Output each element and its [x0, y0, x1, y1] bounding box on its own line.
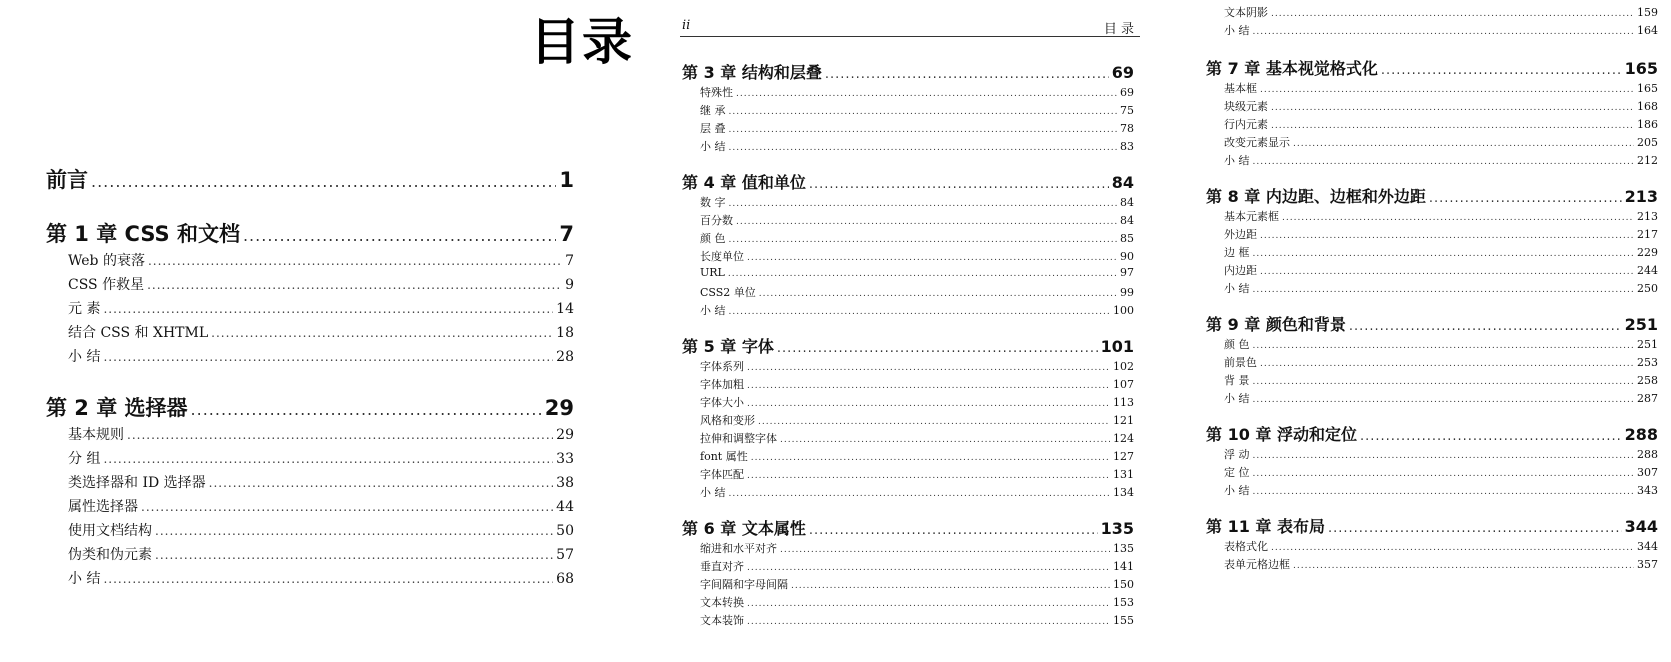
toc-right-column: [1206, 4, 1658, 574]
section-entry[interactable]: [682, 576, 1134, 594]
dot-leader: [729, 235, 1118, 245]
section-entry[interactable]: [682, 120, 1134, 138]
section-entry-label: 长度单位: [700, 250, 744, 263]
dot-leader: [209, 476, 554, 490]
section-entry[interactable]: [1206, 226, 1658, 244]
chapter-entry[interactable]: [682, 60, 1134, 84]
section-entry-label: 字体系列: [700, 360, 744, 373]
section-entry-page-number: 150: [1113, 578, 1134, 591]
toc-middle-column: [682, 60, 1134, 630]
section-entry-page-number: 85: [1120, 232, 1134, 245]
section-entry[interactable]: [46, 544, 574, 568]
section-entry-page-number: 33: [556, 451, 574, 467]
section-entry-label: 背 景: [1224, 374, 1250, 387]
section-entry-page-number: 113: [1113, 396, 1134, 409]
dot-leader: [191, 400, 542, 419]
section-entry-label: 属性选择器: [68, 499, 138, 515]
dot-leader: [825, 67, 1109, 82]
section-entry[interactable]: [682, 594, 1134, 612]
toc-title: 目录: [530, 13, 634, 71]
section-entry-label: CSS2 单位: [700, 286, 756, 299]
dot-leader: [747, 599, 1110, 609]
section-entry[interactable]: [1206, 390, 1658, 408]
chapter-entry[interactable]: [682, 170, 1134, 194]
section-entry-page-number: 288: [1637, 448, 1658, 461]
dot-leader: [747, 563, 1110, 573]
section-entry-label: 改变元素显示: [1224, 136, 1290, 149]
chapter-entry-page-number: 344: [1624, 517, 1658, 536]
section-entry-label: 块级元素: [1224, 100, 1268, 113]
dot-leader: [747, 617, 1110, 627]
dot-leader: [103, 572, 553, 586]
dot-leader: [729, 143, 1118, 153]
section-entry-page-number: 131: [1113, 468, 1134, 481]
section-entry[interactable]: [46, 448, 574, 472]
section-entry[interactable]: [1206, 446, 1658, 464]
section-entry-page-number: 212: [1637, 154, 1658, 167]
dot-leader: [809, 177, 1109, 192]
dot-leader: [729, 125, 1118, 135]
dot-leader: [758, 417, 1110, 427]
section-entry-label: 特殊性: [700, 86, 733, 99]
section-entry-label: 小 结: [1224, 282, 1250, 295]
section-entry[interactable]: [682, 230, 1134, 248]
section-entry[interactable]: [46, 322, 574, 346]
section-entry-label: 小 结: [68, 571, 101, 587]
dot-leader: [243, 226, 556, 245]
section-entry-page-number: 78: [1120, 122, 1134, 135]
dot-leader: [1260, 359, 1634, 369]
section-entry[interactable]: [46, 520, 574, 544]
dot-leader: [1360, 429, 1622, 444]
section-entry-label: 字体大小: [700, 396, 744, 409]
chapter-entry-page-number: 69: [1111, 63, 1134, 82]
section-entry-page-number: 90: [1120, 250, 1134, 263]
section-entry-page-number: 69: [1120, 86, 1134, 99]
chapter-entry-label: 第 8 章 内边距、边框和外边距: [1206, 187, 1426, 206]
section-entry-label: 结合 CSS 和 XHTML: [68, 325, 209, 341]
section-entry[interactable]: [1206, 464, 1658, 482]
section-entry-label: Web 的衰落: [68, 253, 145, 269]
section-entry[interactable]: [682, 448, 1134, 466]
dot-leader: [1253, 469, 1635, 479]
dot-leader: [1253, 249, 1635, 259]
section-entry-page-number: 75: [1120, 104, 1134, 117]
section-entry[interactable]: [682, 284, 1134, 302]
dot-leader: [1253, 395, 1635, 405]
chapter-entry[interactable]: [46, 392, 574, 424]
section-entry-page-number: 159: [1637, 6, 1658, 19]
dot-leader: [1253, 157, 1635, 167]
section-entry-label: 垂直对齐: [700, 560, 744, 573]
dot-leader: [103, 350, 553, 364]
section-entry-label: 小 结: [1224, 392, 1250, 405]
section-entry-page-number: 107: [1113, 378, 1134, 391]
section-entry-page-number: 100: [1113, 304, 1134, 317]
chapter-entry[interactable]: [1206, 56, 1658, 80]
section-entry[interactable]: [46, 346, 574, 370]
section-entry[interactable]: [46, 568, 574, 592]
section-entry-label: 定 位: [1224, 466, 1250, 479]
chapter-entry-page-number: 101: [1100, 337, 1134, 356]
dot-leader: [1253, 487, 1635, 497]
section-entry-page-number: 18: [556, 325, 574, 341]
section-entry-page-number: 68: [556, 571, 574, 587]
dot-leader: [127, 428, 553, 442]
dot-leader: [728, 269, 1117, 279]
section-entry-label: 文本装饰: [700, 614, 744, 627]
chapter-entry-page-number: 213: [1624, 187, 1658, 206]
dot-leader: [780, 545, 1110, 555]
section-entry-label: 字间隔和字母间隔: [700, 578, 788, 591]
section-entry-page-number: 7: [565, 253, 574, 269]
section-entry-page-number: 217: [1637, 228, 1658, 241]
section-entry[interactable]: [682, 358, 1134, 376]
dot-leader: [155, 548, 553, 562]
chapter-entry[interactable]: [1206, 514, 1658, 538]
section-entry-page-number: 57: [556, 547, 574, 563]
chapter-entry[interactable]: [1206, 312, 1658, 336]
dot-leader: [1253, 341, 1635, 351]
section-entry-page-number: 357: [1637, 558, 1658, 571]
section-entry-page-number: 213: [1637, 210, 1658, 223]
section-entry[interactable]: [1206, 152, 1658, 170]
chapter-entry[interactable]: [1206, 422, 1658, 446]
section-entry[interactable]: [682, 248, 1134, 266]
section-entry-page-number: 124: [1113, 432, 1134, 445]
preface-entry-label: 前言: [46, 168, 88, 192]
section-entry[interactable]: [46, 250, 574, 274]
dot-leader: [148, 254, 562, 268]
section-entry-page-number: 205: [1637, 136, 1658, 149]
section-entry-label: 颜 色: [700, 232, 726, 245]
section-entry-label: 缩进和水平对齐: [700, 542, 777, 555]
section-entry[interactable]: [682, 84, 1134, 102]
chapter-entry-label: 第 1 章 CSS 和文档: [46, 222, 240, 246]
section-entry-page-number: 258: [1637, 374, 1658, 387]
preface-entry-page-number: 1: [559, 168, 574, 192]
dot-leader: [747, 381, 1110, 391]
chapter-entry[interactable]: [1206, 184, 1658, 208]
section-entry-page-number: 121: [1113, 414, 1134, 427]
section-entry-label: 边 框: [1224, 246, 1250, 259]
preface-entry[interactable]: [46, 164, 574, 196]
section-entry-page-number: 97: [1120, 266, 1134, 279]
section-entry-page-number: 250: [1637, 282, 1658, 295]
section-entry[interactable]: [1206, 262, 1658, 280]
chapter-entry-label: 第 11 章 表布局: [1206, 517, 1325, 536]
dot-leader: [1253, 377, 1635, 387]
dot-leader: [1253, 27, 1635, 37]
dot-leader: [729, 307, 1111, 317]
section-entry-label: 层 叠: [700, 122, 726, 135]
dot-leader: [729, 489, 1111, 499]
dot-leader: [777, 341, 1098, 356]
dot-leader: [736, 89, 1117, 99]
dot-leader: [103, 302, 553, 316]
section-entry-label: 小 结: [1224, 484, 1250, 497]
section-entry[interactable]: [1206, 4, 1658, 22]
section-entry[interactable]: [682, 540, 1134, 558]
section-entry-page-number: 307: [1637, 466, 1658, 479]
section-entry-page-number: 251: [1637, 338, 1658, 351]
section-entry-label: 表格式化: [1224, 540, 1268, 553]
section-entry-label: 伪类和伪元素: [68, 547, 152, 563]
section-entry[interactable]: [46, 298, 574, 322]
dot-leader: [1328, 521, 1622, 536]
section-entry-page-number: 344: [1637, 540, 1658, 553]
section-entry[interactable]: [682, 612, 1134, 630]
chapter-entry-page-number: 29: [544, 396, 574, 420]
section-entry-label: 字体加粗: [700, 378, 744, 391]
section-entry-label: 分 组: [68, 451, 101, 467]
section-entry-label: 类选择器和 ID 选择器: [68, 475, 206, 491]
section-entry-page-number: 141: [1113, 560, 1134, 573]
section-entry-label: 前景色: [1224, 356, 1257, 369]
section-entry-label: 外边距: [1224, 228, 1257, 241]
section-entry-page-number: 44: [556, 499, 574, 515]
dot-leader: [147, 278, 562, 292]
section-entry[interactable]: [682, 194, 1134, 212]
dot-leader: [1271, 9, 1634, 19]
section-entry-page-number: 287: [1637, 392, 1658, 405]
dot-leader: [155, 524, 553, 538]
dot-leader: [747, 399, 1110, 409]
section-entry-page-number: 102: [1113, 360, 1134, 373]
chapter-entry-page-number: 251: [1624, 315, 1658, 334]
section-entry-label: URL: [700, 266, 725, 279]
section-entry[interactable]: [682, 302, 1134, 320]
section-entry[interactable]: [46, 274, 574, 298]
dot-leader: [1282, 213, 1634, 223]
section-entry-label: 数 字: [700, 196, 726, 209]
section-entry-label: 文本转换: [700, 596, 744, 609]
dot-leader: [747, 471, 1110, 481]
dot-leader: [141, 500, 553, 514]
dot-leader: [103, 452, 553, 466]
section-entry[interactable]: [1206, 354, 1658, 372]
section-entry-page-number: 84: [1120, 214, 1134, 227]
section-entry[interactable]: [1206, 134, 1658, 152]
section-entry[interactable]: [46, 472, 574, 496]
running-head: [680, 14, 1140, 37]
section-entry-label: 小 结: [700, 304, 726, 317]
section-entry-page-number: 165: [1637, 82, 1658, 95]
running-head-page-number: ii: [682, 18, 691, 33]
dot-leader: [780, 435, 1110, 445]
dot-leader: [1293, 561, 1634, 571]
dot-leader: [747, 363, 1110, 373]
chapter-entry-page-number: 135: [1100, 519, 1134, 538]
dot-leader: [1293, 139, 1634, 149]
section-entry[interactable]: [682, 102, 1134, 120]
dot-leader: [747, 253, 1117, 263]
section-entry-page-number: 14: [556, 301, 574, 317]
dot-leader: [1260, 85, 1634, 95]
chapter-entry-label: 第 6 章 文本属性: [682, 519, 806, 538]
chapter-entry-page-number: 84: [1111, 173, 1134, 192]
section-entry-label: font 属性: [700, 450, 748, 463]
dot-leader: [791, 581, 1110, 591]
section-entry-page-number: 83: [1120, 140, 1134, 153]
section-entry[interactable]: [1206, 80, 1658, 98]
section-entry-label: 风格和变形: [700, 414, 755, 427]
dot-leader: [1349, 319, 1622, 334]
dot-leader: [211, 326, 553, 340]
section-entry[interactable]: [1206, 208, 1658, 226]
dot-leader: [1271, 103, 1634, 113]
dot-leader: [1429, 191, 1622, 206]
dot-leader: [1260, 231, 1634, 241]
section-entry[interactable]: [682, 412, 1134, 430]
chapter-entry[interactable]: [682, 516, 1134, 540]
chapter-entry-page-number: 165: [1624, 59, 1658, 78]
section-entry[interactable]: [682, 430, 1134, 448]
dot-leader: [1260, 267, 1634, 277]
section-entry[interactable]: [682, 376, 1134, 394]
section-entry[interactable]: [682, 484, 1134, 502]
section-entry-page-number: 28: [556, 349, 574, 365]
section-entry[interactable]: [1206, 538, 1658, 556]
dot-leader: [91, 172, 556, 191]
section-entry-label: 基本规则: [68, 427, 124, 443]
section-entry-page-number: 164: [1637, 24, 1658, 37]
section-entry[interactable]: [1206, 556, 1658, 574]
section-entry-label: 行内元素: [1224, 118, 1268, 131]
section-entry[interactable]: [1206, 22, 1658, 40]
section-entry[interactable]: [682, 266, 1134, 284]
section-entry[interactable]: [1206, 98, 1658, 116]
running-head-title: 目 录: [1103, 22, 1134, 37]
dot-leader: [729, 107, 1118, 117]
chapter-entry-label: 第 10 章 浮动和定位: [1206, 425, 1357, 444]
dot-leader: [759, 289, 1117, 299]
section-entry-page-number: 9: [565, 277, 574, 293]
section-entry-label: 表单元格边框: [1224, 558, 1290, 571]
section-entry-page-number: 229: [1637, 246, 1658, 259]
section-entry-label: 文本阴影: [1224, 6, 1268, 19]
chapter-entry-label: 第 9 章 颜色和背景: [1206, 315, 1346, 334]
section-entry-label: 小 结: [1224, 24, 1250, 37]
section-entry-label: 百分数: [700, 214, 733, 227]
section-entry-label: 拉伸和调整字体: [700, 432, 777, 445]
section-entry-page-number: 244: [1637, 264, 1658, 277]
section-entry-page-number: 153: [1113, 596, 1134, 609]
section-entry-label: 基本框: [1224, 82, 1257, 95]
section-entry-page-number: 99: [1120, 286, 1134, 299]
section-entry[interactable]: [1206, 116, 1658, 134]
chapter-entry-page-number: 288: [1624, 425, 1658, 444]
dot-leader: [809, 523, 1098, 538]
section-entry-page-number: 343: [1637, 484, 1658, 497]
chapter-entry[interactable]: [682, 334, 1134, 358]
chapter-entry-page-number: 7: [559, 222, 574, 246]
section-entry-page-number: 50: [556, 523, 574, 539]
section-entry-page-number: 186: [1637, 118, 1658, 131]
section-entry-page-number: 127: [1113, 450, 1134, 463]
dot-leader: [1271, 121, 1634, 131]
chapter-entry-label: 第 7 章 基本视觉格式化: [1206, 59, 1378, 78]
section-entry[interactable]: [1206, 280, 1658, 298]
section-entry-page-number: 168: [1637, 100, 1658, 113]
toc-left-column: [46, 164, 574, 592]
chapter-entry-label: 第 2 章 选择器: [46, 396, 188, 420]
section-entry-label: 小 结: [68, 349, 101, 365]
section-entry-page-number: 29: [556, 427, 574, 443]
section-entry-label: CSS 作救星: [68, 277, 145, 293]
dot-leader: [736, 217, 1117, 227]
section-entry-label: 基本元素框: [1224, 210, 1279, 223]
section-entry[interactable]: [682, 466, 1134, 484]
dot-leader: [729, 199, 1118, 209]
section-entry-label: 浮 动: [1224, 448, 1250, 461]
section-entry-page-number: 155: [1113, 614, 1134, 627]
section-entry[interactable]: [46, 424, 574, 448]
chapter-entry-label: 第 4 章 值和单位: [682, 173, 806, 192]
section-entry[interactable]: [682, 394, 1134, 412]
section-entry-page-number: 134: [1113, 486, 1134, 499]
section-entry[interactable]: [1206, 336, 1658, 354]
dot-leader: [751, 453, 1110, 463]
section-entry-label: 使用文档结构: [68, 523, 152, 539]
section-entry[interactable]: [682, 138, 1134, 156]
section-entry[interactable]: [1206, 244, 1658, 262]
section-entry[interactable]: [1206, 372, 1658, 390]
dot-leader: [1253, 285, 1635, 295]
chapter-entry-label: 第 3 章 结构和层叠: [682, 63, 822, 82]
section-entry-page-number: 38: [556, 475, 574, 491]
section-entry-label: 元 素: [68, 301, 101, 317]
section-entry[interactable]: [46, 496, 574, 520]
section-entry-label: 继 承: [700, 104, 726, 117]
dot-leader: [1271, 543, 1634, 553]
section-entry-page-number: 135: [1113, 542, 1134, 555]
section-entry-label: 内边距: [1224, 264, 1257, 277]
section-entry[interactable]: [1206, 482, 1658, 500]
section-entry-label: 小 结: [700, 486, 726, 499]
section-entry-label: 字体匹配: [700, 468, 744, 481]
chapter-entry-label: 第 5 章 字体: [682, 337, 774, 356]
chapter-entry[interactable]: [46, 218, 574, 250]
section-entry-label: 小 结: [700, 140, 726, 153]
section-entry-page-number: 84: [1120, 196, 1134, 209]
dot-leader: [1253, 451, 1635, 461]
dot-leader: [1381, 63, 1622, 78]
section-entry-page-number: 253: [1637, 356, 1658, 369]
section-entry[interactable]: [682, 558, 1134, 576]
section-entry-label: 小 结: [1224, 154, 1250, 167]
section-entry[interactable]: [682, 212, 1134, 230]
section-entry-label: 颜 色: [1224, 338, 1250, 351]
